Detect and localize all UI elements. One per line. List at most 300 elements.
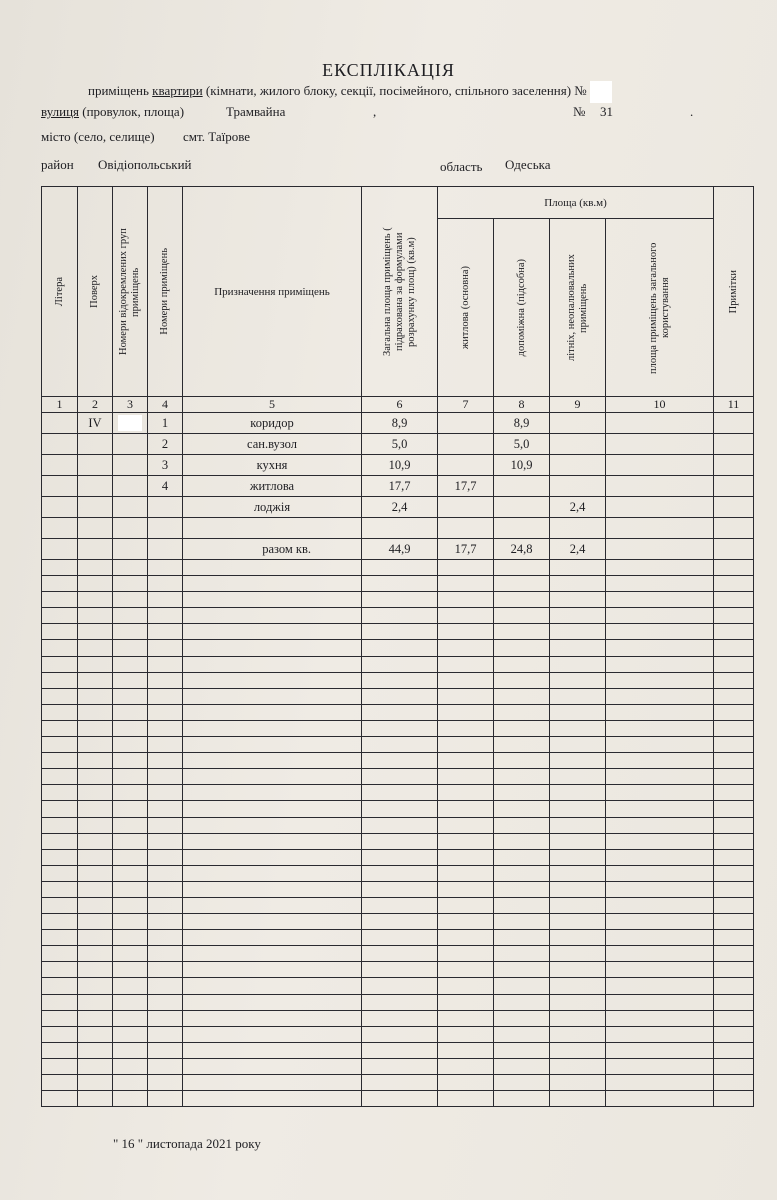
empty-cell xyxy=(550,817,606,833)
empty-cell xyxy=(550,978,606,994)
empty-cell xyxy=(113,576,148,592)
empty-cell xyxy=(714,624,754,640)
empty-cell xyxy=(494,704,550,720)
empty-cell xyxy=(714,769,754,785)
empty-cell xyxy=(494,576,550,592)
empty-cell xyxy=(42,865,78,881)
empty-cell xyxy=(183,769,362,785)
empty-cell xyxy=(148,930,183,946)
cell-living: 17,7 xyxy=(438,539,494,560)
empty-cell xyxy=(78,914,113,930)
district-label: район xyxy=(41,157,74,172)
empty-cell xyxy=(78,560,113,576)
empty-cell xyxy=(42,978,78,994)
empty-cell xyxy=(494,640,550,656)
cell-aux xyxy=(494,497,550,518)
empty-row xyxy=(42,576,754,592)
empty-cell xyxy=(550,624,606,640)
empty-cell xyxy=(438,688,494,704)
empty-cell xyxy=(438,656,494,672)
empty-cell xyxy=(494,1026,550,1042)
empty-cell xyxy=(113,753,148,769)
empty-cell xyxy=(183,962,362,978)
cell-total: 17,7 xyxy=(362,476,438,497)
empty-cell xyxy=(183,1075,362,1091)
cell-total: 8,9 xyxy=(362,413,438,434)
cell-floor xyxy=(78,497,113,518)
empty-cell xyxy=(714,994,754,1010)
empty-cell xyxy=(113,769,148,785)
empty-cell xyxy=(550,769,606,785)
empty-cell xyxy=(550,1042,606,1058)
empty-cell xyxy=(550,704,606,720)
cell-summer: 2,4 xyxy=(550,539,606,560)
empty-cell xyxy=(362,994,438,1010)
empty-cell xyxy=(714,737,754,753)
empty-cell xyxy=(362,914,438,930)
empty-cell xyxy=(113,1058,148,1074)
empty-row xyxy=(42,978,754,994)
empty-cell xyxy=(113,1042,148,1058)
empty-cell xyxy=(148,753,183,769)
region-value: Одеська xyxy=(505,157,551,172)
empty-cell xyxy=(362,1091,438,1107)
empty-cell xyxy=(113,881,148,897)
empty-cell xyxy=(714,865,754,881)
empty-cell xyxy=(78,849,113,865)
empty-cell xyxy=(606,1026,714,1042)
empty-cell xyxy=(494,688,550,704)
empty-row xyxy=(42,592,754,608)
empty-cell xyxy=(183,1026,362,1042)
empty-cell xyxy=(438,1042,494,1058)
empty-row xyxy=(42,1010,754,1026)
empty-cell xyxy=(183,978,362,994)
cell-notes xyxy=(714,455,754,476)
empty-cell xyxy=(606,672,714,688)
cell-purpose: лоджія xyxy=(183,497,362,518)
empty-cell xyxy=(494,849,550,865)
empty-cell xyxy=(606,753,714,769)
cell-living: 17,7 xyxy=(438,476,494,497)
empty-cell xyxy=(494,672,550,688)
cell-common xyxy=(606,455,714,476)
empty-cell xyxy=(148,946,183,962)
empty-cell xyxy=(113,897,148,913)
cell-living xyxy=(438,434,494,455)
empty-cell xyxy=(494,946,550,962)
empty-cell xyxy=(42,656,78,672)
empty-cell xyxy=(42,769,78,785)
city-label: місто (село, селище) xyxy=(41,129,155,144)
empty-cell xyxy=(362,560,438,576)
empty-cell xyxy=(550,994,606,1010)
cell-floor xyxy=(78,455,113,476)
street-comma: , xyxy=(373,104,377,119)
empty-cell xyxy=(148,1010,183,1026)
cell-num: 1 xyxy=(148,413,183,434)
empty-cell xyxy=(362,897,438,913)
empty-cell xyxy=(362,1075,438,1091)
empty-cell xyxy=(494,560,550,576)
empty-cell xyxy=(606,560,714,576)
empty-cell xyxy=(183,994,362,1010)
empty-cell xyxy=(113,865,148,881)
empty-cell xyxy=(78,688,113,704)
empty-cell xyxy=(714,608,754,624)
empty-cell xyxy=(550,672,606,688)
empty-cell xyxy=(494,753,550,769)
empty-cell xyxy=(113,592,148,608)
date-year: 2021 року xyxy=(205,1136,261,1151)
empty-cell xyxy=(183,801,362,817)
empty-cell xyxy=(148,1026,183,1042)
document-title: ЕКСПЛІКАЦІЯ xyxy=(322,60,455,80)
empty-cell xyxy=(438,897,494,913)
empty-cell xyxy=(113,624,148,640)
empty-cell xyxy=(550,656,606,672)
empty-cell xyxy=(148,688,183,704)
empty-cell xyxy=(550,865,606,881)
empty-cell xyxy=(362,978,438,994)
empty-cell xyxy=(183,1091,362,1107)
empty-cell xyxy=(606,833,714,849)
empty-cell xyxy=(494,769,550,785)
empty-cell xyxy=(78,1075,113,1091)
cell-aux: 5,0 xyxy=(494,434,550,455)
empty-cell xyxy=(550,576,606,592)
empty-cell xyxy=(550,946,606,962)
empty-row xyxy=(42,1058,754,1074)
cell-litera xyxy=(42,455,78,476)
column-number: 7 xyxy=(438,397,494,413)
empty-cell xyxy=(42,640,78,656)
empty-cell xyxy=(438,1091,494,1107)
empty-cell xyxy=(148,914,183,930)
empty-cell xyxy=(606,930,714,946)
cell-total xyxy=(362,518,438,539)
empty-cell xyxy=(148,1091,183,1107)
column-number: 2 xyxy=(78,397,113,413)
empty-cell xyxy=(183,817,362,833)
empty-cell xyxy=(148,656,183,672)
empty-cell xyxy=(550,1010,606,1026)
empty-cell xyxy=(606,1058,714,1074)
cell-common xyxy=(606,434,714,455)
empty-cell xyxy=(42,592,78,608)
empty-cell xyxy=(113,994,148,1010)
cell-group xyxy=(113,539,148,560)
empty-cell xyxy=(78,946,113,962)
empty-cell xyxy=(494,801,550,817)
empty-cell xyxy=(494,785,550,801)
empty-cell xyxy=(362,624,438,640)
region-label: область xyxy=(440,159,483,174)
empty-cell xyxy=(438,608,494,624)
cell-litera xyxy=(42,497,78,518)
empty-cell xyxy=(42,801,78,817)
empty-cell xyxy=(148,769,183,785)
empty-row xyxy=(42,1091,754,1107)
empty-cell xyxy=(42,785,78,801)
empty-cell xyxy=(78,1026,113,1042)
cell-common xyxy=(606,476,714,497)
empty-row xyxy=(42,994,754,1010)
empty-cell xyxy=(362,656,438,672)
table-body xyxy=(42,413,754,1107)
cell-total: 44,9 xyxy=(362,539,438,560)
empty-cell xyxy=(78,608,113,624)
empty-cell xyxy=(78,1091,113,1107)
house-number-label: № xyxy=(573,104,586,119)
empty-row xyxy=(42,946,754,962)
empty-cell xyxy=(438,914,494,930)
empty-cell xyxy=(606,865,714,881)
cell-common xyxy=(606,413,714,434)
empty-cell xyxy=(78,737,113,753)
empty-cell xyxy=(42,849,78,865)
empty-cell xyxy=(494,994,550,1010)
empty-cell xyxy=(606,1091,714,1107)
empty-cell xyxy=(148,881,183,897)
empty-row xyxy=(42,769,754,785)
empty-cell xyxy=(113,704,148,720)
empty-cell xyxy=(494,1042,550,1058)
empty-cell xyxy=(714,881,754,897)
empty-cell xyxy=(362,881,438,897)
empty-cell xyxy=(148,640,183,656)
empty-cell xyxy=(113,817,148,833)
empty-cell xyxy=(606,1075,714,1091)
empty-cell xyxy=(183,849,362,865)
header-notes: Примітки xyxy=(714,187,754,397)
empty-cell xyxy=(183,1058,362,1074)
empty-cell xyxy=(183,946,362,962)
table-row xyxy=(42,476,754,497)
empty-cell xyxy=(78,1058,113,1074)
empty-cell xyxy=(494,1010,550,1026)
empty-row xyxy=(42,865,754,881)
empty-cell xyxy=(183,656,362,672)
cell-group xyxy=(113,455,148,476)
empty-cell xyxy=(438,769,494,785)
table-row xyxy=(42,539,754,560)
empty-cell xyxy=(78,1042,113,1058)
empty-cell xyxy=(78,640,113,656)
empty-cell xyxy=(494,897,550,913)
cell-summer xyxy=(550,455,606,476)
empty-cell xyxy=(78,833,113,849)
empty-cell xyxy=(550,914,606,930)
district-value: Овідіопольський xyxy=(98,157,192,172)
cell-living xyxy=(438,413,494,434)
empty-cell xyxy=(78,930,113,946)
cell-summer xyxy=(550,518,606,539)
empty-cell xyxy=(714,801,754,817)
cell-common xyxy=(606,497,714,518)
cell-notes xyxy=(714,497,754,518)
cell-num xyxy=(148,539,183,560)
empty-cell xyxy=(494,720,550,736)
empty-cell xyxy=(113,785,148,801)
street-value: Трамвайна xyxy=(226,104,286,119)
empty-cell xyxy=(438,817,494,833)
empty-cell xyxy=(606,946,714,962)
empty-cell xyxy=(183,1042,362,1058)
empty-cell xyxy=(714,962,754,978)
header-purpose: Призначення приміщень xyxy=(183,187,362,397)
cell-summer xyxy=(550,476,606,497)
empty-cell xyxy=(714,914,754,930)
cell-floor xyxy=(78,518,113,539)
empty-cell xyxy=(550,849,606,865)
empty-cell xyxy=(550,560,606,576)
cell-purpose: житлова xyxy=(183,476,362,497)
empty-cell xyxy=(362,785,438,801)
empty-cell xyxy=(606,1010,714,1026)
empty-cell xyxy=(78,994,113,1010)
document-date xyxy=(113,1136,261,1152)
empty-cell xyxy=(183,592,362,608)
empty-cell xyxy=(494,1058,550,1074)
empty-cell xyxy=(183,785,362,801)
empty-cell xyxy=(606,801,714,817)
cell-summer: 2,4 xyxy=(550,497,606,518)
table-row xyxy=(42,455,754,476)
empty-cell xyxy=(78,817,113,833)
empty-cell xyxy=(42,576,78,592)
empty-cell xyxy=(714,930,754,946)
column-number: 3 xyxy=(113,397,148,413)
empty-cell xyxy=(606,640,714,656)
empty-row xyxy=(42,560,754,576)
empty-cell xyxy=(148,720,183,736)
empty-row xyxy=(42,624,754,640)
empty-cell xyxy=(606,849,714,865)
empty-cell xyxy=(42,946,78,962)
cell-group xyxy=(113,434,148,455)
empty-cell xyxy=(113,720,148,736)
empty-cell xyxy=(714,640,754,656)
empty-cell xyxy=(438,624,494,640)
empty-cell xyxy=(438,592,494,608)
empty-cell xyxy=(148,592,183,608)
cell-litera xyxy=(42,518,78,539)
header-groups: Номери відокремлених груп приміщень xyxy=(113,187,148,397)
empty-cell xyxy=(78,1010,113,1026)
empty-cell xyxy=(362,737,438,753)
subtitle-underlined: квартири xyxy=(152,82,203,98)
empty-cell xyxy=(362,1058,438,1074)
empty-cell xyxy=(42,1091,78,1107)
empty-cell xyxy=(78,720,113,736)
empty-cell xyxy=(438,833,494,849)
cell-total: 5,0 xyxy=(362,434,438,455)
header-summer: літніх, неопалювальних приміщень xyxy=(550,219,606,397)
header-total-area: Загальна площа приміщень ( підрахована за формулами розрахунку площ) (кв.м) xyxy=(362,187,438,397)
empty-cell xyxy=(42,704,78,720)
empty-cell xyxy=(714,817,754,833)
empty-cell xyxy=(550,897,606,913)
empty-cell xyxy=(606,978,714,994)
empty-cell xyxy=(42,897,78,913)
empty-cell xyxy=(78,753,113,769)
empty-cell xyxy=(148,737,183,753)
empty-cell xyxy=(550,592,606,608)
empty-cell xyxy=(550,962,606,978)
empty-cell xyxy=(362,769,438,785)
cell-group xyxy=(113,413,148,434)
empty-cell xyxy=(42,881,78,897)
empty-cell xyxy=(714,1075,754,1091)
empty-cell xyxy=(78,769,113,785)
empty-cell xyxy=(438,753,494,769)
street-line xyxy=(41,104,184,120)
empty-cell xyxy=(42,1010,78,1026)
empty-cell xyxy=(113,914,148,930)
empty-row xyxy=(42,914,754,930)
empty-cell xyxy=(113,608,148,624)
empty-cell xyxy=(494,737,550,753)
date-day: " 16 " xyxy=(113,1136,144,1151)
empty-cell xyxy=(606,576,714,592)
empty-cell xyxy=(183,688,362,704)
empty-cell xyxy=(42,962,78,978)
header-common: площа приміщень загального користування xyxy=(606,219,714,397)
empty-cell xyxy=(494,817,550,833)
empty-cell xyxy=(113,978,148,994)
empty-cell xyxy=(714,1091,754,1107)
empty-cell xyxy=(148,704,183,720)
street-dot: . xyxy=(690,104,694,119)
empty-cell xyxy=(714,849,754,865)
cell-total: 10,9 xyxy=(362,455,438,476)
column-number: 9 xyxy=(550,397,606,413)
empty-cell xyxy=(438,1075,494,1091)
empty-cell xyxy=(494,1075,550,1091)
cell-aux: 10,9 xyxy=(494,455,550,476)
cell-living xyxy=(438,455,494,476)
empty-row xyxy=(42,962,754,978)
city-value: смт. Таїрове xyxy=(183,129,251,144)
empty-cell xyxy=(183,1010,362,1026)
empty-cell xyxy=(438,801,494,817)
empty-cell xyxy=(362,833,438,849)
empty-cell xyxy=(606,769,714,785)
cell-litera xyxy=(42,539,78,560)
empty-cell xyxy=(113,801,148,817)
empty-cell xyxy=(183,640,362,656)
empty-cell xyxy=(714,946,754,962)
empty-cell xyxy=(606,592,714,608)
empty-cell xyxy=(113,930,148,946)
empty-cell xyxy=(113,849,148,865)
empty-cell xyxy=(362,640,438,656)
empty-cell xyxy=(148,624,183,640)
cell-notes xyxy=(714,476,754,497)
empty-cell xyxy=(438,978,494,994)
empty-cell xyxy=(550,833,606,849)
subtitle-prefix: приміщень xyxy=(88,82,149,98)
empty-cell xyxy=(494,930,550,946)
empty-cell xyxy=(606,624,714,640)
empty-cell xyxy=(714,592,754,608)
empty-cell xyxy=(362,930,438,946)
empty-cell xyxy=(362,817,438,833)
empty-cell xyxy=(550,930,606,946)
empty-cell xyxy=(714,672,754,688)
empty-cell xyxy=(362,946,438,962)
